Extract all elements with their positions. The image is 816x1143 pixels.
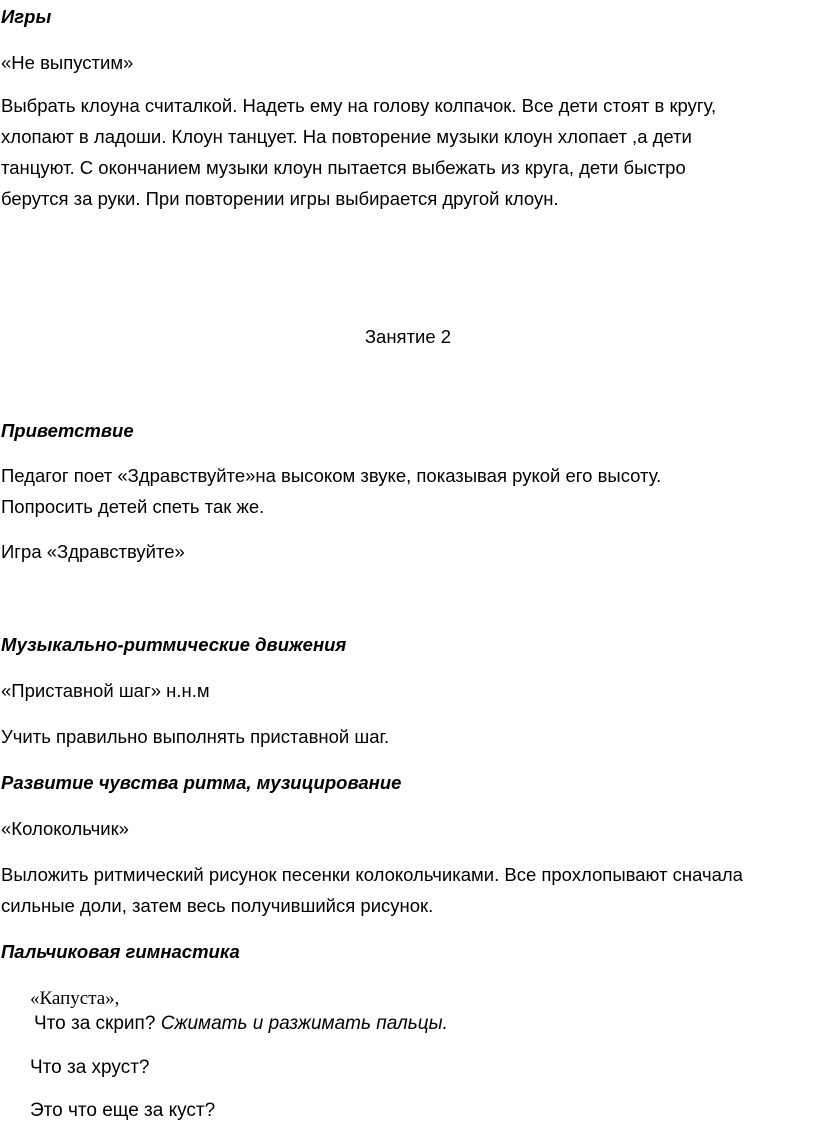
paragraph-line: Педагог поет «Здравствуйте»на высоком звуке, показывая рукой его высоту. <box>1 465 662 486</box>
movements-text: Учить правильно выполнять приставной шаг. <box>1 726 390 747</box>
lesson-title: Занятие 2 <box>364 326 452 347</box>
game-title: «Не выпустим» <box>1 52 134 73</box>
verse-line-1 <box>34 1008 448 1039</box>
paragraph-line: хлопают в ладоши. Клоун танцует. На повторение музыки клоун хлопает ,а дети <box>1 126 692 147</box>
paragraph-line: Попросить детей спеть так же. <box>1 496 265 517</box>
verse-line-2: Что за хруст? <box>30 1057 150 1078</box>
paragraph-line: танцуют. С окончанием музыки клоун пытается выбежать из круга, дети быстро <box>1 157 686 178</box>
paragraph-line: Выбрать клоуна считалкой. Надеть ему на голову колпачок. Все дети стоят в кругу, <box>1 95 717 116</box>
movements-heading: Музыкально-ритмические движения <box>1 634 347 655</box>
greeting-game: Игра «Здравствуйте» <box>1 541 185 562</box>
finger-gym-heading: Пальчиковая гимнастика <box>1 941 240 962</box>
games-heading: Игры <box>1 6 52 27</box>
finger-gym-title: «Капуста», <box>30 988 120 1009</box>
movements-title: «Приставной шаг» н.н.м <box>1 680 210 701</box>
paragraph-line: Выложить ритмический рисунок песенки колокольчиками. Все прохлопывают сначала <box>1 864 743 885</box>
paragraph-line: сильные доли, затем весь получившийся рисунок. <box>1 895 434 916</box>
greeting-heading: Приветствие <box>1 420 134 441</box>
rhythm-heading: Развитие чувства ритма, музицирование <box>1 772 402 793</box>
verse-action: Сжимать и разжимать пальцы. <box>160 1013 448 1034</box>
rhythm-title: «Колокольчик» <box>1 818 129 839</box>
paragraph-line: берутся за руки. При повторении игры выбирается другой клоун. <box>1 188 559 209</box>
verse-line-3: Это что еще за куст? <box>30 1100 216 1121</box>
verse-text: Что за скрип? <box>34 1013 156 1034</box>
